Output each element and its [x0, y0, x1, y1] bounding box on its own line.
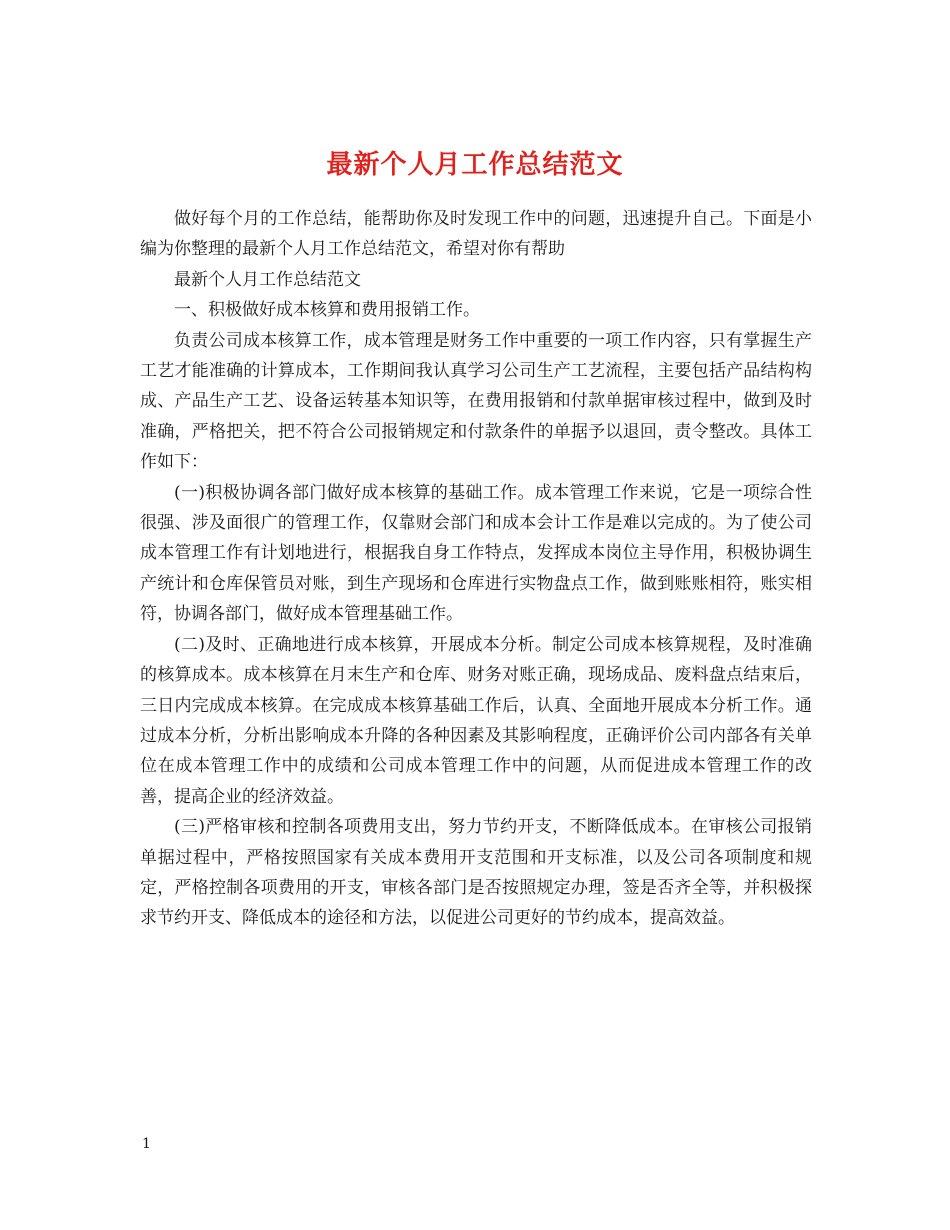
- body-paragraph: 负责公司成本核算工作，成本管理是财务工作中重要的一项工作内容，只有掌握生产工艺才能准确的计算成本，工作期间我认真学习公司生产工艺流程，主要包括产品结构构成、产品生产工艺、设备运转基本知识等，在费用报销和付款单据审核过程中，做到及时准确，严格把关，把不符合公司报销规定和付款条件的单据予以退回，责令整改。具体工作如下：: [140, 330, 812, 473]
- page-number: 1: [142, 1136, 151, 1152]
- subtitle-paragraph: 最新个人月工作总结范文: [174, 269, 361, 290]
- document-title: 最新个人月工作总结范文: [326, 150, 624, 181]
- body-paragraph: (一)积极协调各部门做好成本核算的基础工作。成本管理工作来说，它是一项综合性很强、涉及面很广的管理工作，仅靠财会部门和成本会计工作是难以完成的。为了使公司成本管理工作有计划地进行，根据我自身工作特点，发挥成本岗位主导作用，积极协调生产统计和仓库保管员对账，到生产现场和仓库进行实物盘点工作，做到账账相符，账实相符，协调各部门，做好成本管理基础工作。: [140, 482, 812, 625]
- document-body: [140, 204, 812, 934]
- section-heading: 一、积极做好成本核算和费用报销工作。: [174, 300, 480, 321]
- intro-paragraph: 做好每个月的工作总结，能帮助你及时发现工作中的问题，迅速提升自己。下面是小编为你整理的最新个人月工作总结范文，希望对你有帮助: [140, 209, 812, 260]
- body-paragraph: (二)及时、正确地进行成本核算，开展成本分析。制定公司成本核算规程，及时准确的核算成本。成本核算在月末生产和仓库、财务对账正确，现场成品、废料盘点结束后，三日内完成成本核算。在完成成本核算基础工作后，认真、全面地开展成本分析工作。通过成本分析，分析出影响成本升降的各种因素及其影响程度，正确评价公司内部各有关单位在成本管理工作中的成绩和公司成本管理工作中的问题，从而促进成本管理工作的改善，提高企业的经济效益。: [140, 634, 812, 807]
- body-paragraph: (三)严格审核和控制各项费用支出，努力节约开支，不断降低成本。在审核公司报销单据过程中，严格按照国家有关成本费用开支范围和开支标准，以及公司各项制度和规定，严格控制各项费用的开支，审核各部门是否按照规定办理，签是否齐全等，并积极探求节约开支、降低成本的途径和方法，以促进公司更好的节约成本，提高效益。: [140, 817, 812, 929]
